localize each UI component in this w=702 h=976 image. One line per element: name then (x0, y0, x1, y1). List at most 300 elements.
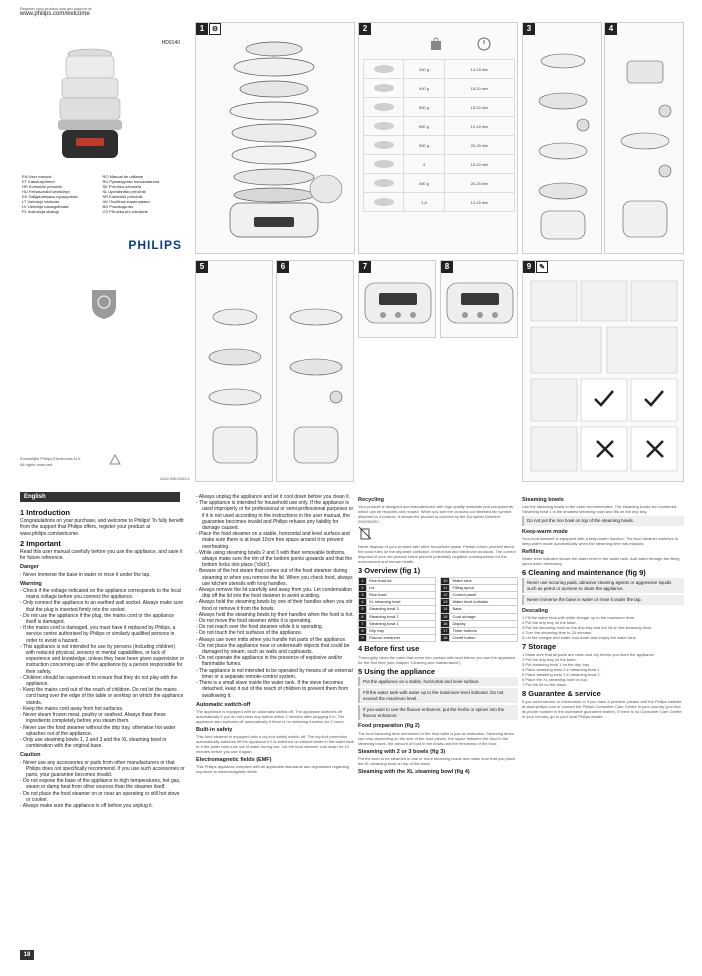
list-item (20, 737, 185, 749)
list-item-text: Always remove the lid carefully and away from you. Let condensation drip off the lid into the food steamer to avoid scalding. (198, 587, 352, 600)
bullet-marker: - (20, 588, 24, 595)
figure-1-panel (195, 22, 355, 254)
keep-warm-text: Your food steamer is equipped with a keep-warm function. The food steamer switches to keep-warm mode automatically when the steaming time has elapsed. (522, 535, 679, 546)
list-item (20, 778, 185, 790)
stacked-text: Put the food to be steamed in one or more steaming bowls and make sure that you place the XL steaming bowl on top of the stack. (358, 755, 516, 766)
bullet-marker: - (20, 674, 24, 681)
figure-4-panel (604, 22, 684, 254)
control-panel-diagram-7 (363, 277, 433, 333)
list-item (20, 712, 185, 724)
steamer-product-image (40, 46, 140, 166)
bullet-marker: - (196, 568, 200, 575)
overview-row (441, 584, 518, 591)
language-tab: English (20, 492, 180, 502)
bullet-marker: 5 (522, 635, 526, 641)
overview-label: Base (450, 606, 518, 613)
bullet-marker: - (196, 611, 199, 618)
overview-row (441, 599, 518, 606)
bullet-marker: 2 (522, 657, 526, 663)
bullet-marker: - (20, 612, 24, 619)
list-item-text: Do not expose the base of the appliance to high temperatures, hot gas, steam or damp heat from other sources than the steamer itself. (23, 778, 181, 791)
overview-number: 11 (441, 584, 450, 591)
cooking-row (364, 79, 515, 98)
col4-note: Do not put the rice bowl on top of the steaming bowls. (522, 516, 684, 526)
overview-number: 1 (359, 577, 367, 584)
list-item-text: Do not reach over the food steamer while it is operating. (199, 624, 324, 631)
bullet-marker: - (20, 736, 24, 743)
intro-text: Congratulations on your purchase, and welcome to Philips! To fully benefit from the support that Philips offers, register your product at www.philips.com/welcome. (20, 518, 184, 537)
column-4 (522, 494, 684, 946)
cleaning-icon: ✎ (536, 261, 548, 273)
list-item (20, 613, 185, 625)
bullet-marker: - (196, 549, 200, 556)
cooking-row (364, 174, 515, 193)
list-item-text: Keep the mains cord away from hot surfaces. (23, 705, 124, 712)
list-item-text: Do not move the food steamer while it is operating. (199, 618, 312, 625)
time-cell: 12-15 min (445, 193, 515, 212)
figure-1-badge: 1 (196, 23, 208, 35)
overview-number: 3 (359, 592, 367, 599)
list-item-text: Place steaming bowl 2 in steaming bowl 1. (525, 667, 601, 673)
model-number: HD9140 (161, 40, 180, 46)
list-item (196, 655, 356, 667)
left-middle-block (20, 258, 190, 481)
list-item (522, 682, 684, 687)
using-note-2: Fill the water tank with water up to the maximum level indicator. Do not exceed the maximum level. (358, 688, 518, 703)
doc-number: 4222.005.0163.1 (159, 476, 190, 481)
caution-note: Never immerse the base in water or rinse it under the tap. (522, 595, 684, 605)
figure-6-panel (276, 260, 354, 482)
list-item-text: Place steaming bowl 3 in steaming bowl 2. (525, 672, 601, 678)
list-item-text: If the mains cord is damaged, you must have it replaced by Philips, a service centre authorised by Philips or similarly qualified persons in order to avoid a hazard. (23, 625, 176, 644)
bullet-marker: - (20, 600, 24, 607)
figure-2-badge: 2 (359, 23, 371, 35)
bullet-marker: - (196, 667, 199, 674)
list-item-text: Beware of the hot steam that comes out of the food steamer during steaming or when you remove the lid. When you check food, always use kitchen utensils with long handles. (199, 568, 353, 587)
amount-cell: 1-6 (404, 193, 445, 212)
bullet-marker: - (20, 759, 24, 766)
welcome-line-1: Register your product and get support at (20, 6, 92, 11)
important-title: 2 Important (20, 538, 61, 548)
overview-right-table (440, 577, 518, 643)
list-item-text: Keep the mains cord out of the reach of children. Do not let the mains cord hang over the edge of the table or worktop on which the appliance stands. (23, 687, 184, 706)
col4-steam-title: Steaming bowls (522, 497, 564, 503)
auto-off-text: The appliance is equipped with an automatic switch-off. The appliance switches off automatically if you do not press any button within 2 minutes after plugging it in. The appliance also switches off automatically if there is no steaming function for 2 hours. (196, 708, 345, 724)
bullet-marker: 7 (522, 682, 526, 688)
list-item (196, 568, 356, 587)
xl-bowl-diagram (609, 41, 681, 251)
recycling-text: Your product is designed and manufactured with high quality materials and components, which can be recycled and reused. When you see the crossed-out wheeled bin symbol attached to a product, it means the product is covered by the European Directive 2002/96/EC. (358, 504, 514, 525)
recycling-text-2: Never dispose of your product with other household waste. Please inform yourself about the local rules on the separate collection of electrical and electronic products. The correct disposal of your old product helps prevent potentially negative consequences for the environment and human health. (358, 544, 516, 565)
overview-label: Flavour enhancer (367, 635, 436, 642)
food-illustration-cell (364, 136, 404, 155)
figure-9-panel (522, 260, 684, 482)
bullet-marker: - (196, 494, 199, 500)
overview-label: Control panel (450, 592, 518, 599)
overview-row (441, 606, 518, 613)
list-item-text: Put the drip tray on the base. (525, 657, 577, 663)
stacking-steps-diagram (527, 41, 599, 251)
footer-small-2: All rights reserved. (20, 462, 54, 467)
bullet-marker: - (196, 618, 200, 625)
figure-8-badge: 8 (441, 261, 453, 273)
bullet-marker: 4 (522, 630, 526, 636)
list-item (196, 587, 356, 599)
overview-label: Filling spout (450, 584, 518, 591)
overview-number: 18 (441, 635, 450, 642)
overview-label: Steaming bowl 1 (367, 620, 436, 627)
danger-title: Danger (20, 564, 39, 571)
time-cell: 20-25 min (445, 174, 515, 193)
rice-bowl-diagram (199, 277, 271, 477)
cooking-row (364, 193, 515, 212)
amount-cell: 400 g (404, 174, 445, 193)
bullet-marker: - (20, 643, 23, 650)
welcome-line-2[interactable]: www.philips.com/welcome (20, 11, 90, 17)
cooking-row (364, 136, 515, 155)
column-2 (196, 494, 356, 946)
list-item-text: There is a small slave inside the water tank. If the sieve becomes detached, keep it out of the reach of children to prevent them from swallowing it. (198, 680, 349, 699)
list-item-text: Put the drip tray on the base. (525, 620, 577, 626)
language-right: SR Korisnički priručnik (102, 194, 143, 199)
using-note-3: If you want to use the flavour enhancer, put the herbs or spices into the flavour enhancer. (358, 705, 518, 720)
list-item (20, 572, 185, 578)
overview-label: Rice bowl (367, 592, 436, 599)
bullet-marker: - (196, 642, 200, 649)
figure-3-badge: 3 (523, 23, 535, 35)
weight-icon (429, 37, 443, 51)
list-item (20, 687, 185, 706)
figure-8-panel (440, 260, 518, 338)
list-item-text: Never steam frozen meat, poultry or seafood. Always thaw these ingredients completely before you steam them. (23, 712, 166, 725)
list-item-text: Never use the food steamer without the drip tray, otherwise hot water splashes out of the appliance. (23, 724, 176, 737)
list-item (20, 791, 185, 803)
bullet-marker: - (196, 624, 200, 631)
overview-label: Steaming bowl 3 (367, 606, 436, 613)
time-cell: 15-20 min (445, 98, 515, 117)
language-right: CS Příručka pro uživatele (102, 209, 148, 214)
bullet-marker: 3 (522, 625, 526, 631)
overview-number: 17 (441, 628, 450, 635)
overview-number: 13 (441, 599, 450, 606)
list-item-text: Make sure that all parts are clean and dry before you store the appliance. (525, 652, 655, 658)
overview-number: 9 (359, 635, 367, 642)
list-item (20, 600, 185, 612)
using-title: 5 Using the appliance (358, 666, 436, 676)
language-left: EN User manual (22, 174, 52, 179)
stacked-text-2: Steaming with the XL steaming bowl (fig 4) (358, 768, 470, 775)
list-item-text: Always unplug the appliance and let it cool down before you clean it. (198, 494, 350, 500)
cooking-table (363, 59, 515, 212)
bullet-marker: - (196, 587, 199, 594)
time-cell: 15-20 min (445, 79, 515, 98)
list-item-text: Let the vinegar and water cool down and empty the water tank. (525, 635, 637, 641)
time-cell: 10-15 min (445, 117, 515, 136)
list-item-text: Place the XL steaming bowl on top. (525, 677, 588, 683)
stacked-title: Steaming with 2 or 3 bowls (fig 3) (358, 748, 446, 755)
footer-small-1: Koninklijke Philips Electronics N.V. (20, 456, 82, 461)
recycle-icon (108, 454, 122, 468)
cleaning-title: 6 Cleaning and maintenance (fig 9) (522, 568, 646, 578)
figure-2-panel (358, 22, 518, 254)
brand-logo: PHILIPS (128, 238, 182, 252)
steam-removal-diagram (280, 277, 352, 477)
language-right: BG Ръководство (102, 204, 134, 209)
overview-number: 8 (359, 628, 367, 635)
emf-text: This Philips appliance complies with all applicable standards and regulations regarding exposure to electromagnetic fields. (196, 764, 350, 775)
cooking-row (364, 98, 515, 117)
bullet-marker: - (196, 630, 200, 637)
descaling-title: Descaling (522, 607, 548, 614)
recycling-title: Recycling (358, 497, 384, 503)
overview-number: 15 (441, 613, 450, 620)
overview-label: Drip tray (367, 628, 436, 635)
overview-label: Display (450, 620, 518, 627)
bullet-marker: 1 (522, 652, 526, 658)
food-illustration-cell (364, 174, 404, 193)
overview-row (441, 628, 518, 635)
overview-row (359, 599, 436, 606)
list-item-text: Do not operate the appliance in the presence of explosive and/or flammable fumes. (199, 655, 343, 668)
food-illustration-cell (364, 155, 404, 174)
language-right: RU Руководство пользователя (102, 179, 160, 184)
language-left: ET Kasutusjuhend (22, 179, 55, 184)
timer-icon (477, 37, 491, 51)
product-header (20, 6, 182, 252)
control-panel-diagram-8 (445, 277, 515, 333)
time-cell: 20-25 min (445, 136, 515, 155)
overview-number: 12 (441, 592, 450, 599)
bullet-marker: 4 (522, 667, 526, 673)
figure-7-panel (358, 260, 436, 338)
bullet-marker: - (20, 712, 24, 719)
overview-label: XL steaming bowl (367, 599, 436, 606)
language-left: LV Lietotāja rokasgrāmata (22, 204, 69, 209)
list-item-text: Do not touch the hot surfaces of the appliance. (199, 630, 303, 637)
list-item (196, 500, 356, 531)
storage-title: 7 Storage (522, 642, 557, 652)
list-item-text: Do not use the appliance if the plug, the mains cord or the appliance itself is damaged. (23, 612, 174, 626)
intro-title: 1 Introduction (20, 508, 70, 517)
list-item-text: Always use oven mitts when you handle hot parts of the appliance. (198, 636, 347, 643)
list-item (196, 599, 356, 611)
overview-label: Water tank (450, 577, 518, 584)
language-left: HR Korisnički priručnik (22, 184, 63, 189)
descaling-list (522, 615, 684, 640)
warning-title: Warning (20, 580, 42, 587)
amount-cell: 200 g (404, 60, 445, 79)
first-use-title: 4 Before first use (358, 644, 420, 654)
overview-label: On/off button (450, 635, 518, 642)
list-item (196, 531, 356, 550)
overview-number: 4 (359, 599, 367, 606)
overview-row (441, 577, 518, 584)
cleaning-diagram (527, 277, 681, 477)
amount-cell: 500 g (404, 117, 445, 136)
wrench-icon: ⚙ (209, 23, 221, 35)
bullet-marker: 6 (522, 677, 526, 683)
list-item-text: Only connect the appliance to an earthed wall socket. Always make sure that the plug is inserted firmly into the socket. (23, 600, 184, 613)
food-function-text: The food steaming time mentioned in the food table is just an indication. Steaming times can vary depending on the size of the food pieces, the space between the food in the steaming bowls, the amount of food in the bowls and the freshness of the food. (358, 730, 514, 746)
caution-title: Caution (20, 752, 41, 759)
list-item-text: While using steaming bowls 2 and 3 with their removable bottoms, always make sure the rim of the bottom points upwards and that the bottom locks into place ('click'). (199, 549, 353, 569)
list-item-text: Put the lid on the stack. (525, 682, 567, 688)
guarantee-text: If you need service or information or if you have a problem, please visit the Philips website at www.philips.com or contact the Philips Consumer Care Centre in your country (you find its phone number in the worldwide guarantee leaflet). If there is no Consumer Care Centre in your country, go to your local Philips dealer. (522, 699, 682, 720)
page-number: 18 (20, 950, 34, 960)
crossed-bin-icon (358, 526, 372, 540)
languages-table (20, 174, 182, 214)
refill-title: Refilling (522, 548, 544, 555)
language-row (20, 209, 182, 214)
language-left: LT Vartotojo vadovas (22, 199, 60, 204)
overview-row (441, 635, 518, 642)
first-use-text: Thoroughly clean the parts that come into contact with food before you use the appliance for the first time (see chapter 'Cleaning and maintenance'). (358, 654, 516, 665)
caution-list (20, 760, 185, 810)
food-illustration-cell (364, 60, 404, 79)
bullet-marker: - (20, 778, 24, 785)
overview-label: Lid (367, 584, 436, 591)
language-right: SK Príručka užívateľa (102, 184, 142, 189)
overview-row (359, 628, 436, 635)
list-item (20, 588, 185, 600)
important-text: Read this user manual carefully before you use the appliance, and save it for future reference. (20, 549, 183, 562)
food-illustration-cell (364, 193, 404, 212)
list-item (20, 625, 185, 644)
list-item (20, 760, 185, 779)
col2-list (196, 494, 356, 699)
list-item-text: Check if the voltage indicated on the appliance corresponds to the local mains voltage before you connect the appliance. (23, 588, 181, 601)
safety-text: This food steamer is equipped with a dry-boil safety switch-off. The dry-boil protection automatically switches off the appliance if it is switched on without water in the water tank or if the water tank runs out of water during use. Let the food steamer cool down for 10 minutes before you use it again. (196, 734, 354, 755)
storage-list (522, 652, 684, 687)
list-item (196, 668, 356, 680)
refill-text: Water level indicator shows the water level in the water tank. Add water through the filling spout when necessary. (522, 556, 680, 567)
auto-off-title: Automatic switch-off (196, 701, 251, 708)
amount-cell: 400 g (404, 79, 445, 98)
amount-cell: 500 g (404, 98, 445, 117)
overview-number: 7 (359, 620, 367, 627)
list-item-text: Never use any accessories or parts from other manufacturers or that Philips does not specifically recommend. If you use such accessories or parts, your guarantee becomes invalid. (23, 759, 185, 778)
figure-9-badge: 9 (523, 261, 535, 273)
overview-label: Rice bowl lid (367, 577, 436, 584)
overview-number: 5 (359, 606, 367, 613)
bullet-marker: - (20, 790, 24, 797)
bullet-marker: - (196, 680, 199, 687)
bullet-marker: - (20, 571, 24, 578)
list-item (20, 675, 185, 687)
language-right: UK Посібник користувача (102, 199, 150, 204)
list-item-text: Place the food steamer on a stable, horizontal and level surface and make sure there is at least 10cm free space around it to prevent overheating. (199, 531, 350, 550)
list-item-text: Fill the water tank with white vinegar up to the maximum level. (525, 615, 636, 621)
overview-label: Timer buttons (450, 628, 518, 635)
overview-row (441, 620, 518, 627)
figure-4-badge: 4 (605, 23, 617, 35)
emf-title: Electromagnetic fields (EMF) (196, 757, 272, 764)
col4-steam-text: Use the steaming bowls in the order recommended. The steaming bowls are numbered. Steaming bowl 1 is the smallest steaming bowl and fits on the drip tray. (522, 504, 678, 515)
amount-cell: 500 g (404, 136, 445, 155)
time-cell: 15-20 min (445, 155, 515, 174)
using-note-1: Put the appliance on a stable, horizontal and level surface. (358, 677, 518, 687)
cooking-row (364, 60, 515, 79)
list-item-text: Do not place the food steamer on or near an operating or still hot stove or cooker. (23, 790, 180, 803)
overview-number: 2 (359, 584, 367, 591)
bullet-marker: 3 (522, 662, 526, 668)
figure-6-badge: 6 (277, 261, 289, 273)
figure-7-badge: 7 (359, 261, 371, 273)
list-item-text: Only use steaming bowls 1, 2 and 3 and the XL steaming bowl in combination with the original base. (23, 736, 167, 750)
list-item (20, 644, 185, 675)
food-illustration-cell (364, 79, 404, 98)
figure-3-panel (522, 22, 602, 254)
language-right: RO Manual de utilizare (102, 174, 144, 179)
cooking-row (364, 117, 515, 136)
overview-row (359, 606, 436, 613)
list-item-text: The appliance is not intended to be operated by means of an external timer or a separate remote-control system. (198, 667, 353, 680)
overview-number: 6 (359, 613, 367, 620)
overview-title: 3 Overview (fig 1) (358, 566, 421, 576)
language-left: HU Felhasználói kézikönyv (22, 189, 71, 194)
bullet-marker: - (20, 687, 24, 694)
column-3 (358, 494, 518, 946)
list-item-text: Always make sure the appliance is off before you unplug it. (22, 802, 154, 809)
list-item-text: This appliance is not intended for use by persons (including children) with reduced physical, sensory or mental capabilities, or lack of experience and knowledge, unless they have been given supervision or instruction concerning use of the appliance by a person responsible for their safety. (22, 643, 185, 675)
overview-row (359, 635, 436, 642)
bullet-marker: - (196, 531, 200, 538)
overview-row (359, 613, 436, 620)
time-cell: 10-15 min (445, 60, 515, 79)
list-item-text: Do not place the appliance near or underneath objects that could be damaged by steam, such as walls and cupboards. (199, 642, 350, 656)
bullet-marker: - (196, 636, 199, 643)
list-item (196, 680, 356, 699)
figure-5-panel (195, 260, 273, 482)
food-function-title: Food preparation (fig 2) (358, 723, 420, 730)
danger-list (20, 572, 185, 578)
guarantee-title: 8 Guarantee & service (522, 689, 601, 699)
overview-label: Cord storage (450, 613, 518, 620)
language-right: SL Uporabniški priročnik (102, 189, 146, 194)
overview-label: Water level indicator (450, 599, 518, 606)
cooking-row (364, 155, 515, 174)
bullet-marker: 5 (522, 672, 526, 678)
list-item (522, 635, 684, 640)
exploded-steamer-diagram (204, 39, 348, 251)
bullet-marker: 2 (522, 620, 526, 626)
list-item-text: Always hold the steaming bowls by one of their handles when you stir food or remove it from the bowls. (198, 599, 353, 612)
safety-title: Built-in safety (196, 726, 233, 733)
food-illustration-cell (364, 98, 404, 117)
list-item (196, 643, 356, 655)
list-item-text: Put the steaming bowl on the drip tray and the lid on the steaming bowl. (525, 625, 653, 631)
column-1 (20, 506, 185, 946)
list-item (196, 550, 356, 569)
list-item-text: The appliance is intended for household use only. If the appliance is used improperly or for professional or semi-professional purposes or if it is not used according to the instructions in the user manual, the guarantee becomes invalid and Philips refuses any liability for damage caused. (198, 500, 354, 532)
list-item-text: Never immerse the base in water or rinse it under the tap. (23, 571, 151, 578)
bullet-marker: - (20, 625, 24, 632)
list-item-text: Put steaming bowl 1 on the drip tray. (525, 662, 590, 668)
keep-warm-title: Keep-warm mode (522, 528, 568, 535)
food-illustration-cell (364, 117, 404, 136)
warning-list (20, 588, 185, 749)
language-left: PL Instrukcja obsługi (22, 209, 59, 214)
bullet-marker: 1 (522, 615, 526, 621)
list-item-text: Children should be supervised to ensure that they do not play with the appliance. (23, 674, 178, 688)
overview-label: Steaming bowl 2 (367, 613, 436, 620)
overview-number: 16 (441, 620, 450, 627)
bullet-marker: - (20, 802, 23, 809)
overview-left-table (358, 577, 436, 643)
list-item (20, 725, 185, 737)
language-left: KK Пайдаланушы нұсқаулығы (22, 194, 78, 199)
list-item-text: Always hold the steaming bowls by their handles when the food is hot. (198, 611, 354, 618)
